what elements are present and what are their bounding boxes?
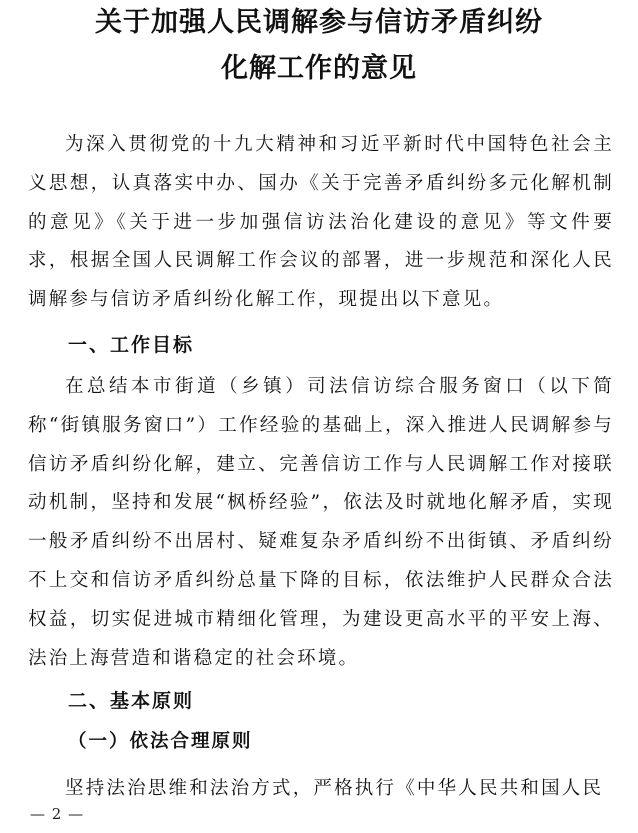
subsection-heading-lawful-reasonable: （一）依法合理原则: [68, 731, 253, 752]
lawful-reasonable-paragraph: 坚持法治思维和法治方式，严格执行《中华人民共和国人民: [65, 778, 604, 799]
page-number: — 2 —: [30, 805, 85, 823]
intro-paragraph: 为深入贯彻党的十九大精神和习近平新时代中国特色社会主义思想，认真落实中办、国办《关于完善矛盾纠纷多元化解机制的意见》《关于进一步加强信访法治化建设的意见》等文件要求，根据全国人民调解工作会议的部署，进一步规范和深化人民调解参与信访矛盾纠纷化解工作，现提出以下意见。: [28, 134, 614, 311]
work-goals-paragraph: 在总结本市街道（乡镇）司法信访综合服务窗口（以下简称“街镇服务窗口”）工作经验的基础上，深入推进人民调解参与信访矛盾纠纷化解，建立、完善信访工作与人民调解工作对接联动机制，坚持和发展“枫桥经验”，依法及时就地化解矛盾，实现一般矛盾纠纷不出居村、疑难复杂矛盾纠纷不出街镇、矛盾纠纷不上交和信访矛盾纠纷总量下降的目标，依法维护人民群众合法权益，切实促进城市精细化管理，为建设更高水平的平安上海、法治上海营造和谐稳定的社会环境。: [28, 376, 614, 669]
document-title-line-1: 关于加强人民调解参与信访矛盾纠纷: [95, 7, 543, 38]
section-heading-basic-principles: 二、基本原则: [68, 690, 195, 712]
document-title-line-2: 化解工作的意见: [221, 53, 417, 84]
section-heading-work-goals: 一、工作目标: [68, 334, 195, 356]
